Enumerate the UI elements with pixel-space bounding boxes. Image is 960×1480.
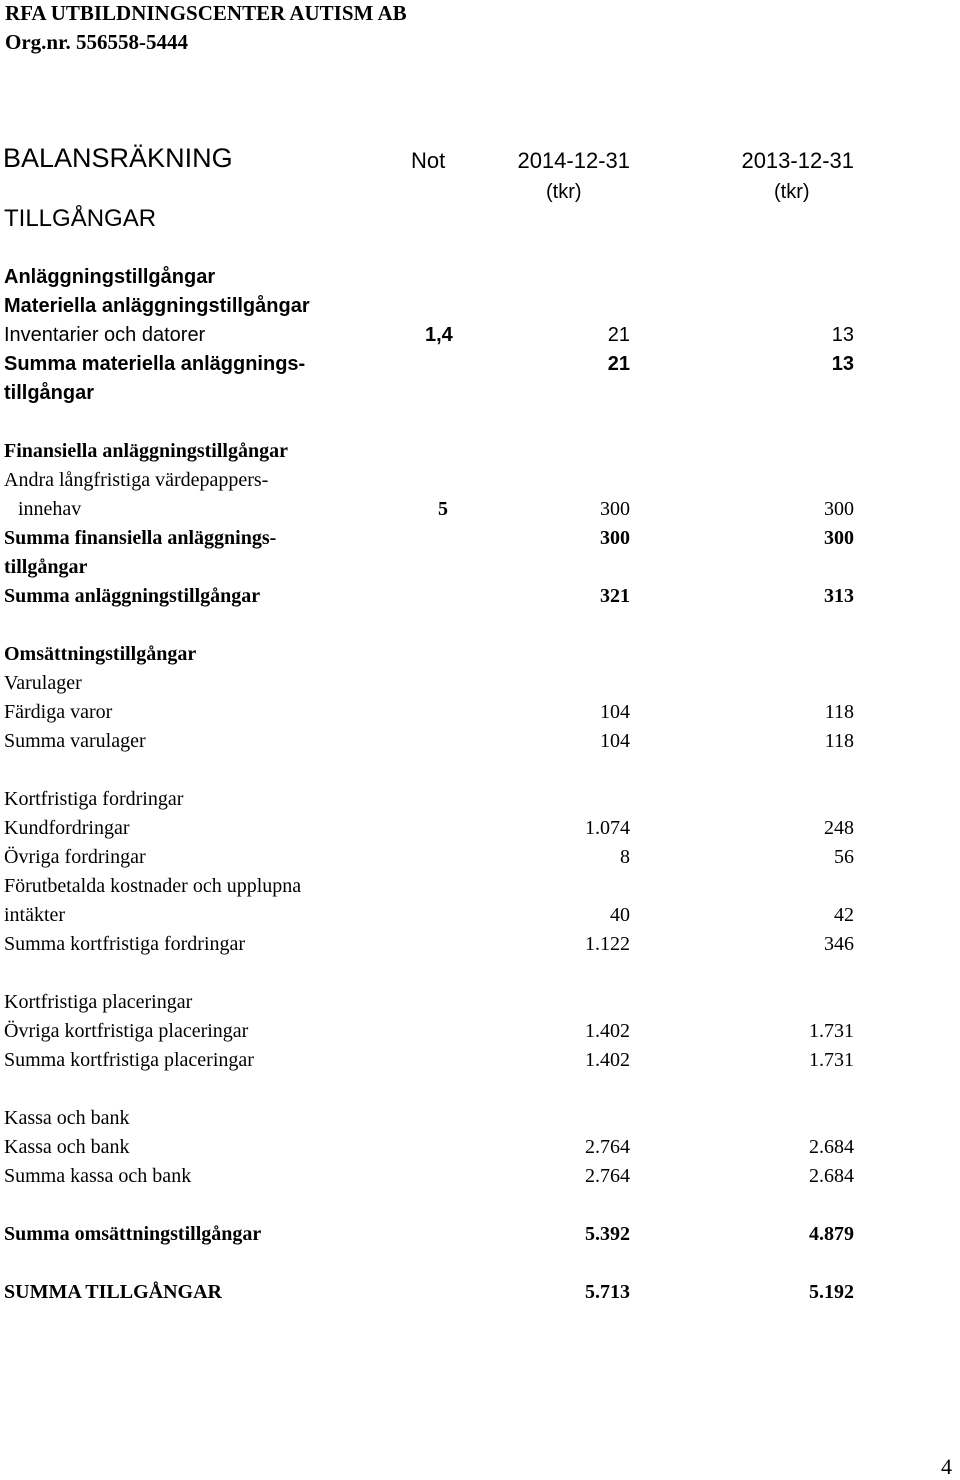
row-value-2013: 42 bbox=[834, 904, 854, 926]
row-value-2013: 313 bbox=[824, 585, 854, 607]
row-value-2013: 248 bbox=[824, 817, 854, 839]
row-value-2014: 1.402 bbox=[585, 1020, 630, 1042]
row-label-continued: intäkter bbox=[4, 904, 66, 926]
page-title: BALANSRÄKNING bbox=[3, 143, 233, 173]
heading-anlaggningstillgangar: Anläggningstillgångar bbox=[4, 266, 216, 288]
page-number: 4 bbox=[941, 1454, 952, 1479]
row-label: SUMMA TILLGÅNGAR bbox=[4, 1281, 222, 1303]
row-value-2014: 21 bbox=[607, 324, 630, 346]
row-value-2014: 5.713 bbox=[585, 1281, 630, 1303]
unit-label-2013: (tkr) bbox=[774, 181, 810, 203]
column-header-not: Not bbox=[411, 148, 446, 173]
row-note: 1,4 bbox=[425, 324, 453, 346]
row-value-2013: 2.684 bbox=[809, 1165, 854, 1187]
row-value-2013: 118 bbox=[824, 701, 854, 723]
heading-kortfristiga-placeringar: Kortfristiga placeringar bbox=[4, 991, 193, 1013]
row-value-2013: 1.731 bbox=[809, 1049, 854, 1071]
row-label: Övriga kortfristiga placeringar bbox=[4, 1020, 249, 1042]
row-label: Summa finansiella anläggnings- bbox=[4, 527, 277, 549]
row-label-continued: tillgångar bbox=[4, 382, 95, 404]
heading-materiella: Materiella anläggningstillgångar bbox=[4, 295, 310, 317]
row-value-2013: 4.879 bbox=[809, 1223, 854, 1245]
row-label-continued: innehav bbox=[18, 498, 82, 520]
row-value-2013: 300 bbox=[824, 498, 854, 520]
heading-kassa-och-bank: Kassa och bank bbox=[4, 1107, 130, 1129]
row-value-2014: 21 bbox=[607, 353, 630, 375]
row-value-2014: 1.402 bbox=[585, 1049, 630, 1071]
row-label-continued: tillgångar bbox=[4, 556, 88, 578]
row-note: 5 bbox=[438, 498, 448, 520]
column-header-2014: 2014-12-31 bbox=[517, 148, 630, 173]
row-label: Summa kassa och bank bbox=[4, 1165, 192, 1187]
row-label: Summa varulager bbox=[4, 730, 146, 752]
row-value-2013: 2.684 bbox=[809, 1136, 854, 1158]
row-label: Summa anläggningstillgångar bbox=[4, 585, 261, 607]
row-label: Övriga fordringar bbox=[4, 846, 146, 868]
row-value-2013: 5.192 bbox=[809, 1281, 854, 1303]
row-value-2014: 8 bbox=[620, 846, 630, 868]
row-label: Förutbetalda kostnader och upplupna bbox=[4, 875, 302, 897]
org-number: Org.nr. 556558-5444 bbox=[5, 30, 188, 54]
row-value-2014: 5.392 bbox=[585, 1223, 630, 1245]
row-label: Inventarier och datorer bbox=[4, 324, 206, 346]
row-value-2014: 321 bbox=[600, 585, 630, 607]
row-label: Summa materiella anläggnings- bbox=[4, 353, 306, 375]
row-value-2013: 13 bbox=[831, 324, 854, 346]
row-value-2013: 13 bbox=[831, 353, 854, 375]
row-value-2013: 56 bbox=[834, 846, 854, 868]
row-label: Färdiga varor bbox=[4, 701, 113, 723]
row-label: Summa kortfristiga fordringar bbox=[4, 933, 246, 955]
row-label: Kundfordringar bbox=[4, 817, 130, 839]
row-value-2014: 104 bbox=[600, 730, 630, 752]
heading-finansiella: Finansiella anläggningstillgångar bbox=[4, 440, 288, 462]
row-label: Summa kortfristiga placeringar bbox=[4, 1049, 254, 1071]
row-value-2014: 104 bbox=[600, 701, 630, 723]
column-header-2013: 2013-12-31 bbox=[741, 148, 854, 173]
row-value-2013: 1.731 bbox=[809, 1020, 854, 1042]
row-value-2014: 1.122 bbox=[585, 933, 630, 955]
company-name: RFA UTBILDNINGSCENTER AUTISM AB bbox=[5, 1, 407, 25]
row-value-2014: 40 bbox=[610, 904, 630, 926]
row-value-2014: 300 bbox=[600, 527, 630, 549]
row-value-2014: 2.764 bbox=[585, 1165, 630, 1187]
unit-label-2014: (tkr) bbox=[546, 181, 582, 203]
row-value-2014: 2.764 bbox=[585, 1136, 630, 1158]
row-value-2013: 118 bbox=[824, 730, 854, 752]
row-label: Summa omsättningstillgångar bbox=[4, 1223, 262, 1245]
row-value-2014: 300 bbox=[600, 498, 630, 520]
section-heading-tillgangar: TILLGÅNGAR bbox=[4, 205, 157, 232]
row-label: Kassa och bank bbox=[4, 1136, 130, 1158]
row-value-2013: 346 bbox=[824, 933, 854, 955]
heading-varulager: Varulager bbox=[4, 672, 82, 694]
row-value-2014: 1.074 bbox=[585, 817, 630, 839]
row-label: Andra långfristiga värdepappers- bbox=[4, 469, 269, 491]
row-value-2013: 300 bbox=[824, 527, 854, 549]
heading-kortfristiga-fordringar: Kortfristiga fordringar bbox=[4, 788, 184, 810]
heading-omsattningstillgangar: Omsättningstillgångar bbox=[4, 643, 197, 665]
